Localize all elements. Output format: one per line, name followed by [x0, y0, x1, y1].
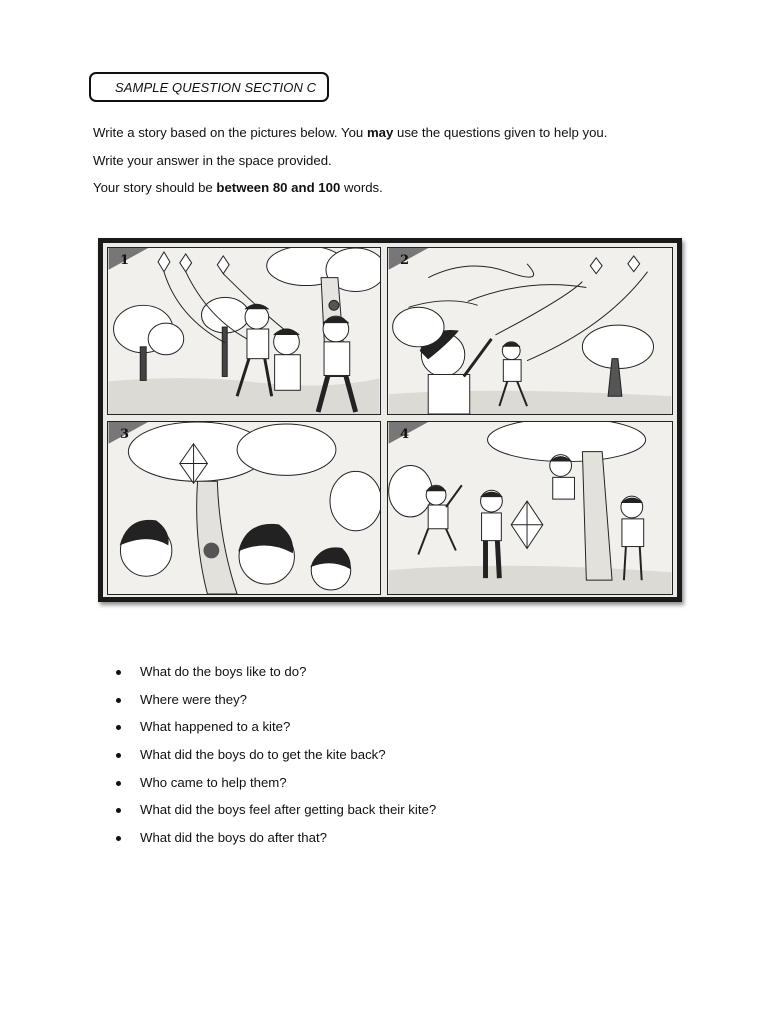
- question-item: What did the boys do after that?: [112, 830, 436, 858]
- boy-in-tree: [550, 455, 575, 499]
- instruction-text: use the questions given to help you.: [393, 125, 608, 140]
- picture-story-comic: [98, 238, 682, 602]
- question-item: What happened to a kite?: [112, 719, 436, 747]
- tree-knot: [203, 543, 219, 559]
- comic-frame: [103, 243, 677, 597]
- panel-number: 1: [120, 253, 130, 268]
- question-item: Where were they?: [112, 692, 436, 720]
- question-item: What did the boys feel after getting back their kite?: [112, 802, 436, 830]
- tree: [487, 422, 645, 580]
- comic-panel-4: [387, 421, 673, 595]
- comic-panel-2: [387, 247, 673, 415]
- instruction-text: Your story should be: [93, 180, 217, 195]
- tree-right: [582, 325, 653, 396]
- guide-questions-list: [112, 664, 436, 858]
- instruction-text: Write your answer in the space provided.: [93, 153, 332, 168]
- instruction-line-1: [93, 125, 607, 140]
- question-item: What did the boys do to get the kite back?: [112, 747, 436, 775]
- wind-lines: [408, 264, 586, 307]
- panel-1-illustration: [108, 248, 380, 414]
- panel-2-illustration: [388, 248, 672, 414]
- panel-number: 3: [120, 427, 130, 442]
- comic-panel-3: [107, 421, 381, 595]
- section-title: SAMPLE QUESTION SECTION C: [115, 79, 317, 95]
- instruction-line-3: [93, 180, 383, 195]
- panel-number: 2: [400, 253, 410, 268]
- tree-left: [389, 465, 432, 516]
- instruction-line-2: [93, 153, 332, 168]
- tree-left: [393, 307, 444, 347]
- instruction-emphasis: between 80 and 100: [216, 180, 341, 195]
- tree-trunk: [197, 481, 237, 594]
- boys-looking-up: [120, 520, 350, 590]
- tree-canopy: [128, 422, 380, 531]
- comic-panel-1: [107, 247, 381, 415]
- instruction-text: words.: [340, 180, 383, 195]
- boy-standing: [621, 496, 644, 580]
- tree-left: [114, 305, 184, 380]
- question-item: Who came to help them?: [112, 775, 436, 803]
- ground: [109, 378, 380, 414]
- panel-4-illustration: [388, 422, 672, 594]
- tree-middle: [202, 297, 249, 376]
- panel-number: 4: [400, 427, 410, 442]
- panel-3-illustration: [108, 422, 380, 594]
- instruction-text: Write a story based on the pictures below. You: [93, 125, 367, 140]
- section-title-box: [89, 72, 329, 102]
- ground: [389, 566, 672, 594]
- boy-with-kite: [481, 490, 543, 578]
- question-item: What do the boys like to do?: [112, 664, 436, 692]
- instruction-emphasis: may: [366, 125, 394, 140]
